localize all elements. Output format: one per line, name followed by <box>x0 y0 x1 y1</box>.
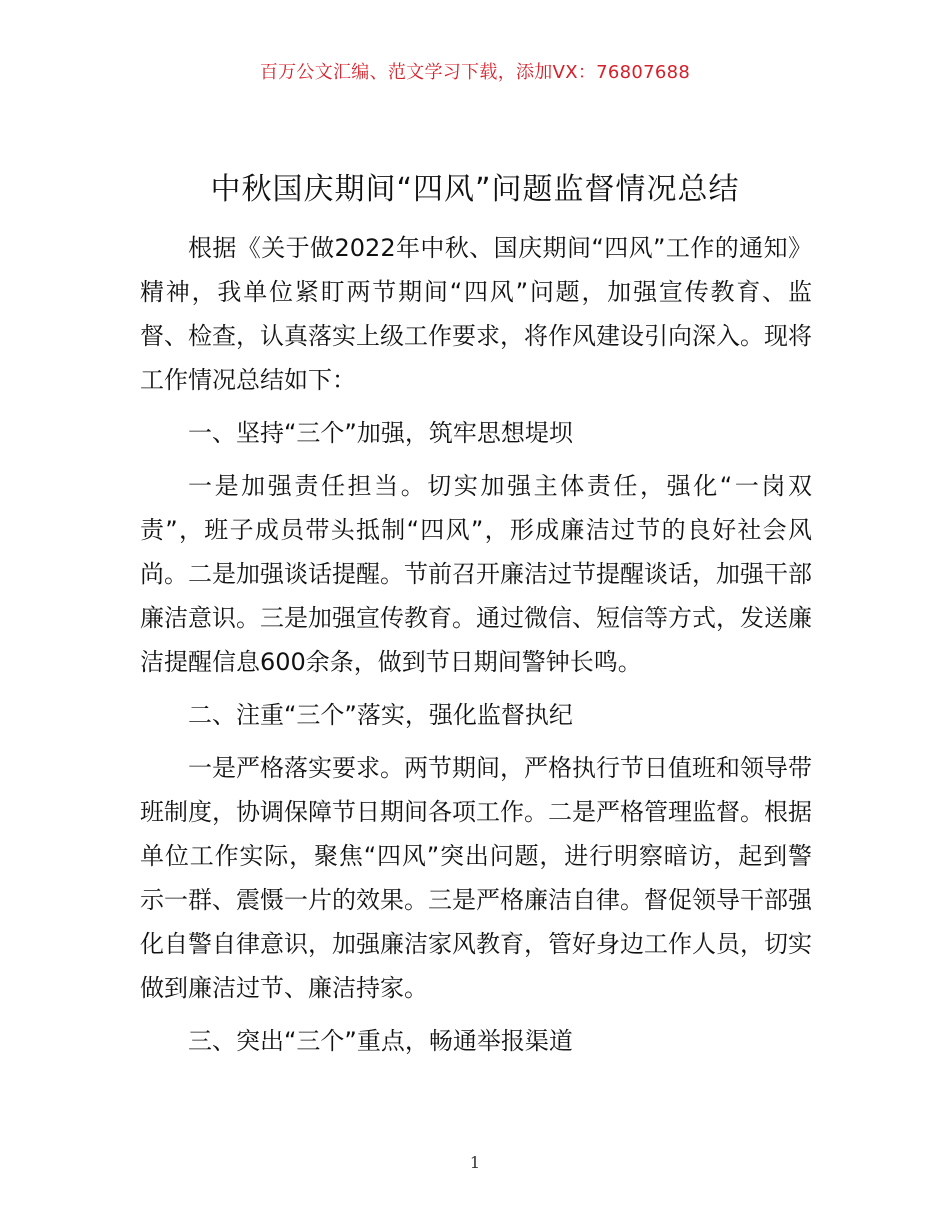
section-2-heading: 二、注重“三个”落实，强化监督执纪 <box>188 701 573 729</box>
section-1-body: 一是加强责任担当。切实加强主体责任，强化“一岗双责”，班子成员带头抵制“四风”，形成廉洁过节的良好社会风尚。二是加强谈话提醒。节前召开廉洁过节提醒谈话，加强干部廉洁意识。三是加强宣传教育。通过微信、短信等方式，发送廉洁提醒信息600余条，做到节日期间警钟长鸣。 <box>140 472 812 676</box>
section-3-heading: 三、突出“三个”重点，畅通举报渠道 <box>188 1027 573 1055</box>
document-body <box>140 226 812 1072</box>
page-number: 1 <box>469 1153 481 1172</box>
header-watermark-note: 百万公文汇编、范文学习下载，添加VX：76807688 <box>259 62 691 83</box>
intro-paragraph: 根据《关于做2022年中秋、国庆期间“四风”工作的通知》精神，我单位紧盯两节期间“四风”问题，加强宣传教育、监督、检查，认真落实上级工作要求，将作风建设引向深入。现将工作情况总结如下： <box>140 234 812 394</box>
section-1-heading: 一、坚持“三个”加强，筑牢思想堤坝 <box>188 419 573 447</box>
document-title: 中秋国庆期间“四风”问题监督情况总结 <box>210 172 740 207</box>
section-2-body: 一是严格落实要求。两节期间，严格执行节日值班和领导带班制度，协调保障节日期间各项工作。二是严格管理监督。根据单位工作实际，聚焦“四风”突出问题，进行明察暗访，起到警示一群、震慑一片的效果。三是严格廉洁自律。督促领导干部强化自警自律意识，加强廉洁家风教育，管好身边工作人员，切实做到廉洁过节、廉洁持家。 <box>140 754 812 1002</box>
